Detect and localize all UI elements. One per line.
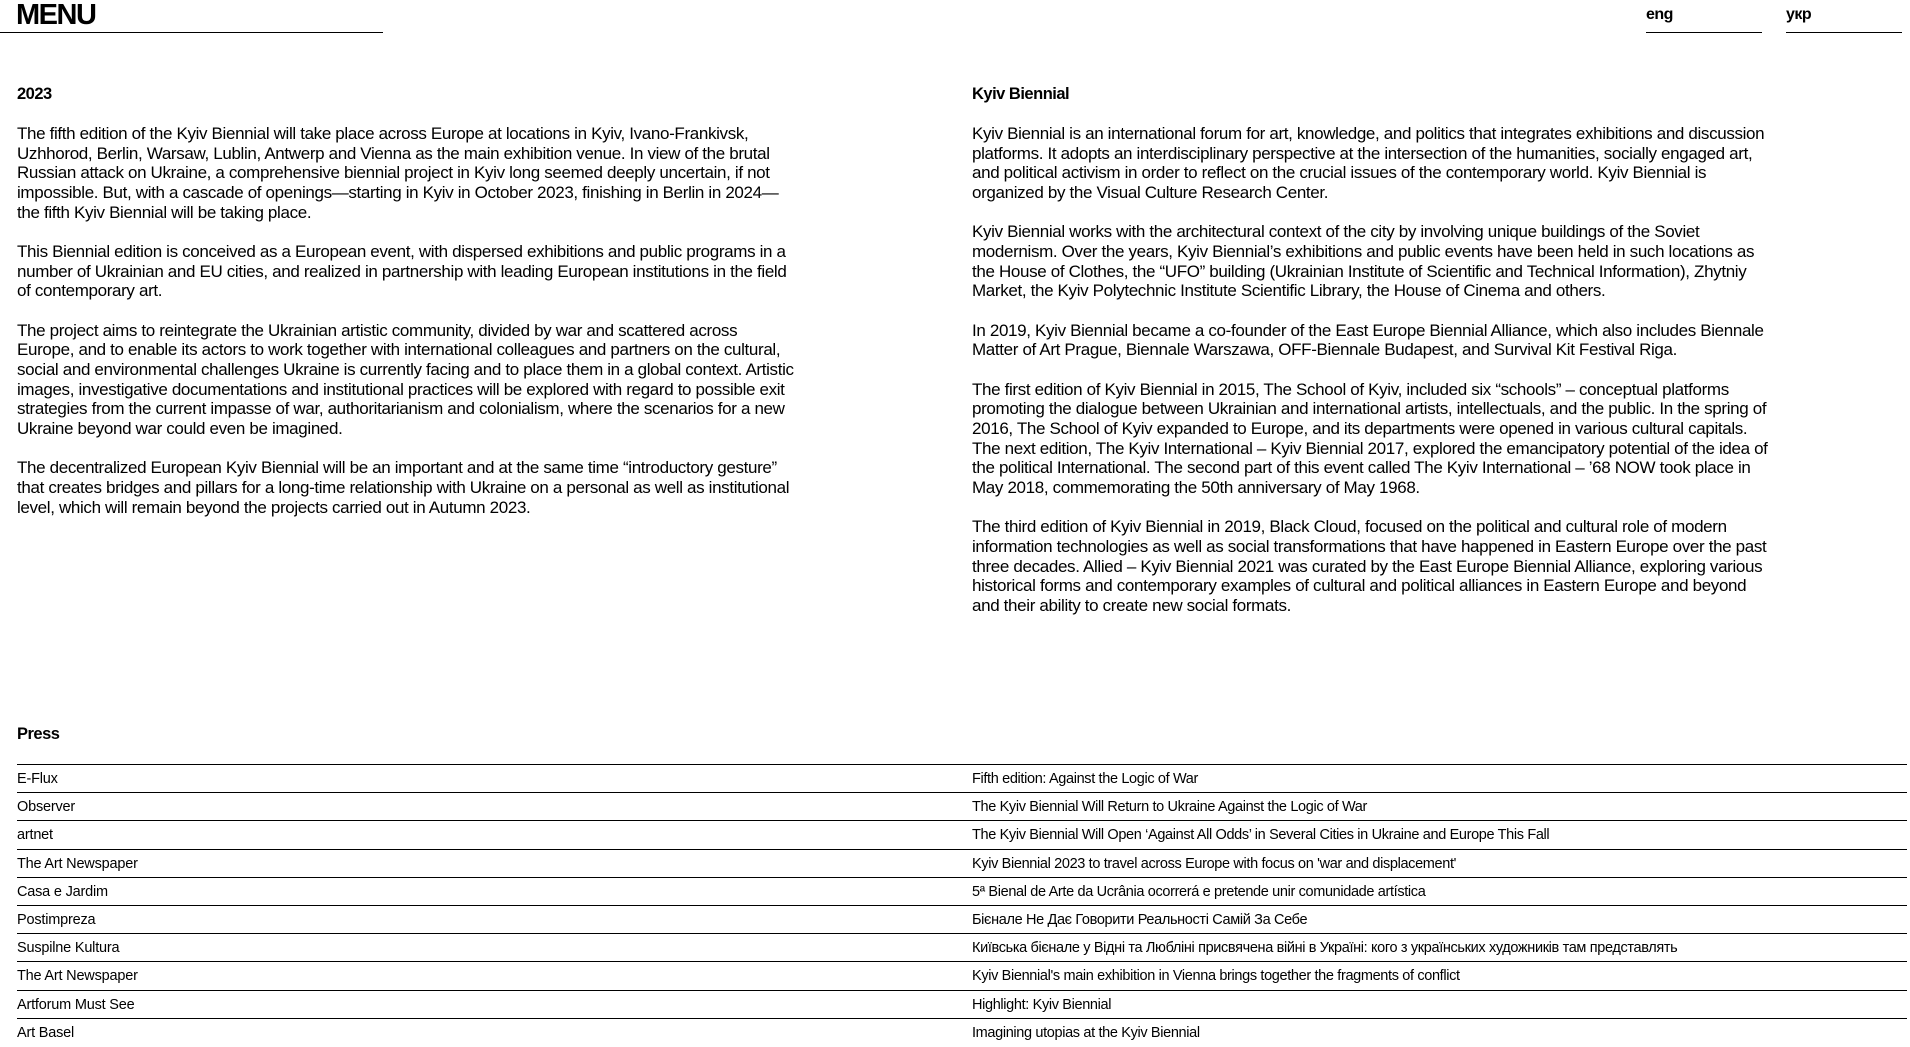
press-source: Observer [17,799,76,816]
language-ukr-link[interactable] [1786,0,1902,33]
press-source: Artforum Must See [17,996,135,1013]
press-item[interactable] [17,850,1907,878]
about-kyiv-biennial-section [972,84,1772,635]
paragraph: The first edition of Kyiv Biennial in 2015, The School of Kyiv, included six “schools” – conceptual platforms promoting the dialogue between Ukrainian and international artists, intellectuals, and the public. In the spring of 2016, The School of Kyiv expanded to Europe, and its departments were opened in various cultural capitals. The next edition, The Kyiv International – Kyiv Biennial 2017, explored the emancipatory potential of the idea of the political International. The second part of this event called The Kyiv International – ’68 NOW took place in May 2018, commemorating the 50th anniversary of May 1968. [972,379,1768,498]
section-title: Kyiv Biennial [972,85,1070,103]
paragraph: The fifth edition of the Kyiv Biennial will take place across Europe at locations in Kyiv, Ivano-Frankivsk, Uzhhorod, Berlin, Warsaw, Lublin, Antwerp and Vienna as the main exhibition venue. In view of the brutal Russian attack on Ukraine, a comprehensive biennial project in Kyiv long seemed deeply uncertain, if not impossible. But, with a cascade of openings—starting in Kyiv in October 2023, finishing in Berlin in 2024—the fifth Kyiv Biennial will be taking place. [17,124,779,222]
press-headline-link[interactable]: Kyiv Biennial's main exhibition in Vienna brings together the fragments of conflict [972,968,1460,985]
press-source: artnet [17,827,53,844]
press-source: Casa e Jardim [17,883,108,900]
press-headline-link[interactable]: Imagining utopias at the Kyiv Biennial [972,1024,1200,1041]
press-item[interactable] [17,793,1907,821]
paragraph: Kyiv Biennial is an international forum for art, knowledge, and politics that integrates exhibitions and discussion platforms. It adopts an interdisciplinary perspective at the intersection of the humanities, socially engaged art, and political activism in order to reflect on the crucial issues of the contemporary world. Kyiv Biennial is organized by the Visual Culture Research Center. [972,124,1765,203]
press-item[interactable] [17,1019,1907,1047]
press-source: Art Basel [17,1024,75,1041]
press-item[interactable] [17,991,1907,1019]
press-source: The Art Newspaper [17,855,138,872]
press-source: The Art Newspaper [17,968,138,985]
press-item[interactable] [17,934,1907,962]
press-item[interactable] [17,962,1907,990]
section-title: 2023 [17,85,52,103]
language-label: укр [1786,6,1812,23]
press-item[interactable] [17,765,1907,793]
language-eng-link[interactable] [1646,0,1762,33]
press-item[interactable] [17,821,1907,849]
press-headline-link[interactable]: The Kyiv Biennial Will Return to Ukraine Against the Logic of War [972,799,1367,816]
menu-button[interactable] [0,0,383,33]
language-label: eng [1646,6,1673,23]
paragraph: In 2019, Kyiv Biennial became a co-founder of the East Europe Biennial Alliance, which also includes Biennale Matter of Art Prague, Biennale Warszawa, OFF-Biennale Budapest, and Survival Kit Festival Riga. [972,320,1764,360]
press-headline-link[interactable]: 5ª Bienal de Arte da Ucrânia ocorrerá e pretende unir comunidade artística [972,883,1426,900]
press-list [17,764,1907,1047]
press-title: Press [17,725,60,743]
paragraph: Kyiv Biennial works with the architectural context of the city by involving unique buildings of the Soviet modernism. Over the years, Kyiv Biennial’s exhibitions and public events have been held in such locations as the House of Clothes, the “UFO” building (Ukrainian Institute of Scientific and Technical Information), Zhytniy Market, the Kyiv Polytechnic Institute Scientific Library, the House of Cinema and others. [972,222,1755,301]
press-headline-link[interactable]: Highlight: Kyiv Biennial [972,996,1112,1013]
paragraph: The third edition of Kyiv Biennial in 2019, Black Cloud, focused on the political and cultural role of modern information technologies as well as social transformations that have happened in Eastern Europe over the past three decades. Allied – Kyiv Biennial 2021 was curated by the East Europe Biennial Alliance, exploring various historical forms and contemporary examples of cultural and political alliances in Eastern Europe and beyond and their ability to create new social formats. [972,517,1767,616]
press-headline-link[interactable]: The Kyiv Biennial Will Open ‘Against All Odds’ in Several Cities in Ukraine and Europe This Fall [972,827,1550,844]
press-headline-link[interactable]: Fifth edition: Against the Logic of War [972,771,1198,787]
press-headline-link[interactable]: Київська бієнале у Відні та Любліні присвячена війні в Україні: кого з українських художників там представлять [972,940,1678,957]
press-source: E-Flux [17,771,58,787]
press-section [17,724,1907,1047]
press-item[interactable] [17,906,1907,934]
press-item[interactable] [17,878,1907,906]
header [0,0,1910,40]
paragraph: The project aims to reintegrate the Ukrainian artistic community, divided by war and scattered across Europe, and to enable its actors to work together with international colleagues and partners on the cultural, social and environmental challenges Ukraine is currently facing and to place them in a global context. Artistic images, investigative documentations and institutional practices will be explored with regard to possible exit strategies from the current impasse of war, authoritarianism and colonialism, where the scenarios for a new Ukraine beyond war could even be imagined. [17,320,794,439]
press-source: Postimpreza [17,911,96,928]
menu-label: MENU [16,0,96,31]
paragraph: The decentralized European Kyiv Biennial will be an important and at the same time “introductory gesture” that creates bridges and pillars for a long-time relationship with Ukraine on a personal as well as institutional level, which will remain beyond the projects carried out in Autumn 2023. [17,458,790,517]
press-headline-link[interactable]: Kyiv Biennial 2023 to travel across Europe with focus on 'war and displacement' [972,855,1457,872]
press-headline-link[interactable]: Бієнале Не Дає Говорити Реальності Самій За Себе [972,911,1308,928]
paragraph: This Biennial edition is conceived as a European event, with dispersed exhibitions and public programs in a number of Ukrainian and EU cities, and realized in partnership with leading European institutions in the field of contemporary art. [17,242,787,301]
press-source: Suspilne Kultura [17,940,120,957]
edition-2023-section [17,84,797,537]
